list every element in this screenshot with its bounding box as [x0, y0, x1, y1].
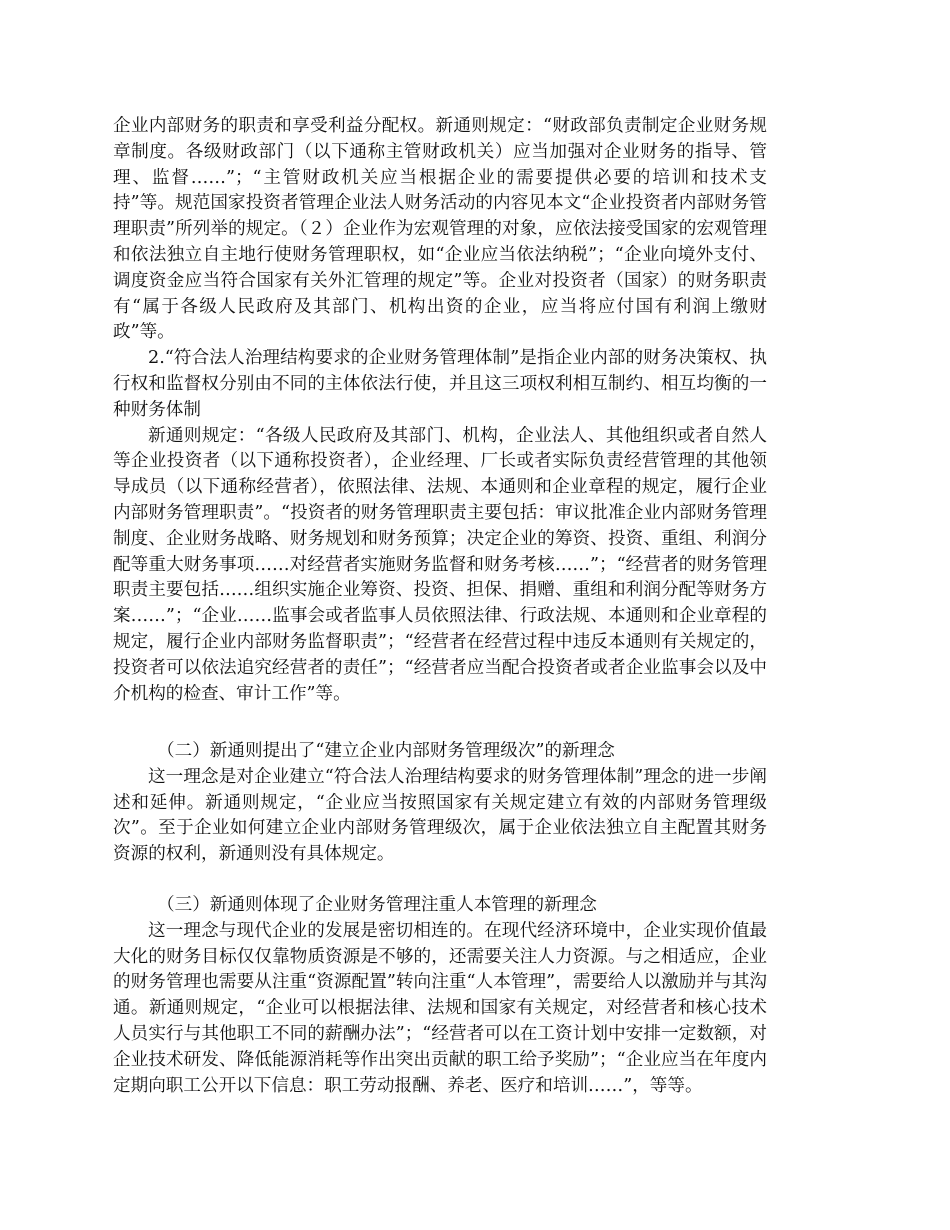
paragraph-3: 新通则规定：“各级人民政府及其部门、机构，企业法人、其他组织或者自然人等企业投资者（以下通称投资者），企业经理、厂长或者实际负责经营管理的其他领导成员（以下通称经营者），依照法律、法规、本通则和企业章程的规定，履行企业内部财务管理职责”。“投资者的财务管理职责主要包括：审议批准企业内部财务管理制度、企业财务战略、财务规划和财务预算；决定企业的筹资、投资、重组、利润分配等重大财务事项……对经营者实施财务监督和财务考核……”；“经营者的财务管理职责主要包括……组织实施企业筹资、投资、担保、捐赠、重组和利润分配等财务方案……”；“企业……监事会或者监事人员依照法律、行政法规、本通则和企业章程的规定，履行企业内部财务监督职责”；“经营者在经营过程中违反本通则有关规定的，投资者可以依法追究经营者的责任”；“经营者应当配合投资者或者企业监事会以及中介机构的检查、审计工作”等。: [113, 425, 767, 704]
paragraph-5: 这一理念与现代企业的发展是密切相连的。在现代经济环境中，企业实现价值最大化的财务目标仅仅靠物质资源是不够的，还需要关注人力资源。与之相适应，企业的财务管理也需要从注重“资源配置”转向注重“人本管理”，需要给人以激励并与其沟通。新通则规定，“企业可以根据法律、法规和国家有关规定，对经营者和核心技术人员实行与其他职工不同的薪酬办法”；“经营者可以在工资计划中安排一定数额，对企业技术研发、降低能源消耗等作出突出贡献的职工给予奖励”；“企业应当在年度内定期向职工公开以下信息：职工劳动报酬、养老、医疗和培训……”，等等。: [113, 920, 767, 1096]
body-text-block-1: [113, 114, 767, 707]
body-text-block-3: [113, 893, 767, 1099]
section-heading-2: （二）新通则提出了“建立企业内部财务管理级次”的新理念: [157, 741, 615, 761]
body-text-block-2: [113, 739, 767, 868]
section-heading-3: （三）新通则体现了企业财务管理注重人本管理的新理念: [157, 895, 597, 915]
paragraph-4: 这一理念是对企业建立“符合法人治理结构要求的财务管理体制”理念的进一步阐述和延伸。新通则规定，“企业应当按照国家有关规定建立有效的内部财务管理级次”。至于企业如何建立企业内部财务管理级次，属于企业依法独立自主配置其财务资源的权利，新通则没有具体规定。: [113, 766, 767, 865]
paragraph-2: 2.“符合法人治理结构要求的企业财务管理体制”是指企业内部的财务决策权、执行权和监督权分别由不同的主体依法行使，并且这三项权利相互制约、相互均衡的一种财务体制: [113, 348, 767, 420]
paragraph-1: 企业内部财务的职责和享受利益分配权。新通则规定：“财政部负责制定企业财务规章制度。各级财政部门（以下通称主管财政机关）应当加强对企业财务的指导、管理、监督……”；“主管财政机关应当根据企业的需要提供必要的培训和技术支持”等。规范国家投资者管理企业法人财务活动的内容见本文“企业投资者内部财务管理职责”所列举的规定。（２）企业作为宏观管理的对象，应依法接受国家的宏观管理和依法独立自主地行使财务管理职权，如“企业应当依法纳税”；“企业向境外支付、调度资金应当符合国家有关外汇管理的规定”等。企业对投资者（国家）的财务职责有“属于各级人民政府及其部门、机构出资的企业，应当将应付国有利润上缴财政”等。: [113, 116, 767, 343]
